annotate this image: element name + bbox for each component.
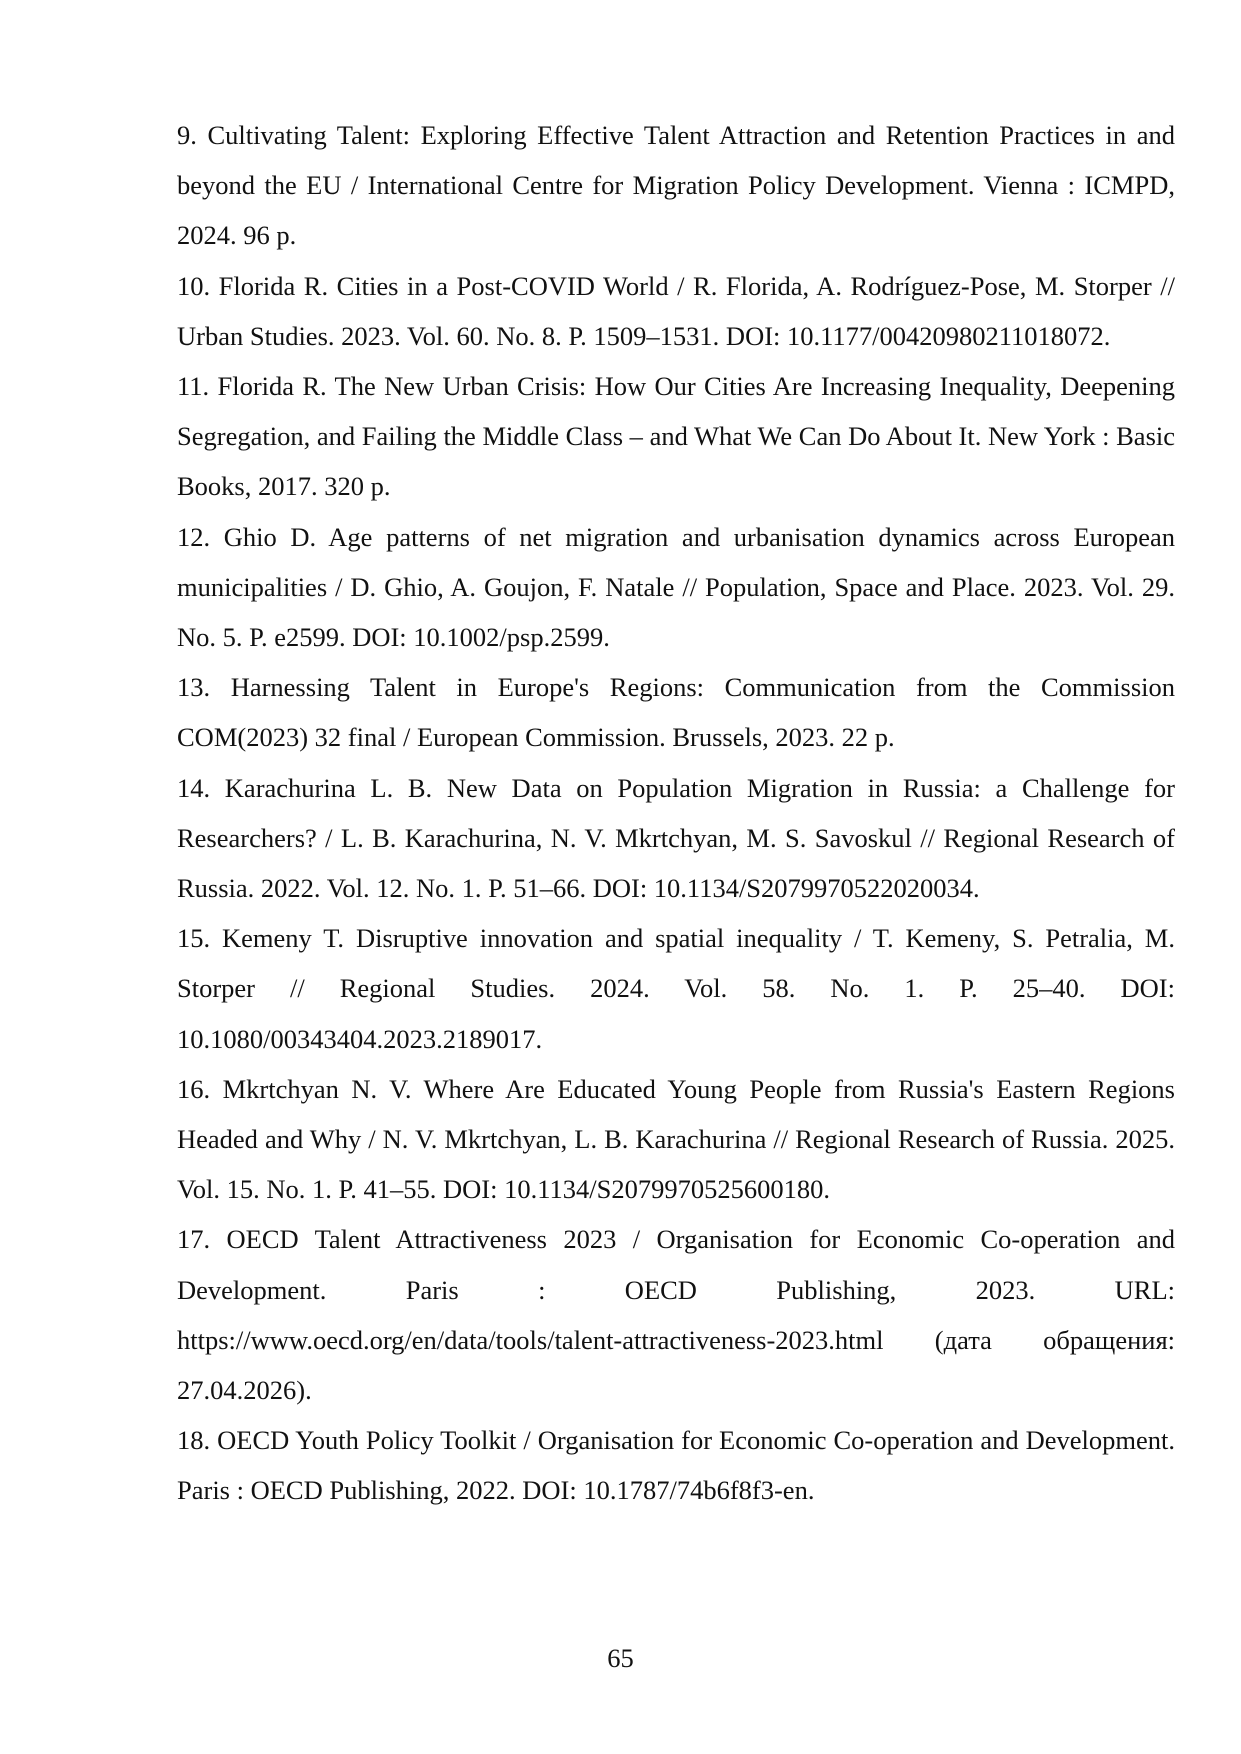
reference-item: 13. Harnessing Talent in Europe's Regions: Communication from the Commission COM(2023) 32 final / European Commission. Brussels, 2023. 22 p. (177, 672, 1175, 753)
reference-item: 16. Mkrtchyan N. V. Where Are Educated Young People from Russia's Eastern Regions Headed and Why / N. V. Mkrtchyan, L. B. Karachurina // Regional Research of Russia. 2025. Vol. 15. No. 1. P. 41–55. DOI: 10.1134/S2079970525600180. (177, 1073, 1175, 1205)
reference-item: 17. OECD Talent Attractiveness 2023 / Organisation for Economic Co-operation and Development. Paris : OECD Publishing, 2023. URL: https://www.oecd.org/en/data/tools/talent-attractiveness-2023.html (дата обращения: 27.04.2026). (177, 1224, 1175, 1406)
reference-item: 14. Karachurina L. B. New Data on Population Migration in Russia: a Challenge for Researchers? / L. B. Karachurina, N. V. Mkrtchyan, M. S. Savoskul // Regional Research of Russia. 2022. Vol. 12. No. 1. P. 51–66. DOI: 10.1134/S2079970522020034. (177, 772, 1175, 904)
reference-item: 10. Florida R. Cities in a Post-COVID World / R. Florida, A. Rodríguez-Pose, M. Storper // Urban Studies. 2023. Vol. 60. No. 8. P. 1509–1531. DOI: 10.1177/00420980211018072. (177, 270, 1175, 351)
reference-item: 12. Ghio D. Age patterns of net migration and urbanisation dynamics across European municipalities / D. Ghio, A. Goujon, F. Natale // Population, Space and Place. 2023. Vol. 29. No. 5. P. e2599. DOI: 10.1002/psp.2599. (177, 521, 1175, 653)
reference-list (177, 110, 1175, 1516)
reference-item: 11. Florida R. The New Urban Crisis: How Our Cities Are Increasing Inequality, Deepening Segregation, and Failing the Middle Class – and What We Can Do About It. New York : Basic Books, 2017. 320 p. (177, 371, 1175, 502)
reference-item: 18. OECD Youth Policy Toolkit / Organisation for Economic Co-operation and Development. Paris : OECD Publishing, 2022. DOI: 10.1787/74b6f8f3-en. (177, 1425, 1175, 1506)
reference-item: 9. Cultivating Talent: Exploring Effective Talent Attraction and Retention Practices in and beyond the EU / International Centre for Migration Policy Development. Vienna : ICMPD, 2024. 96 p. (177, 120, 1175, 251)
reference-item: 15. Kemeny T. Disruptive innovation and spatial inequality / T. Kemeny, S. Petralia, M. Storper // Regional Studies. 2024. Vol. 58. No. 1. P. 25–40. DOI: 10.1080/00343404.2023.2189017. (177, 923, 1175, 1054)
page-number: 65 (607, 1643, 634, 1673)
